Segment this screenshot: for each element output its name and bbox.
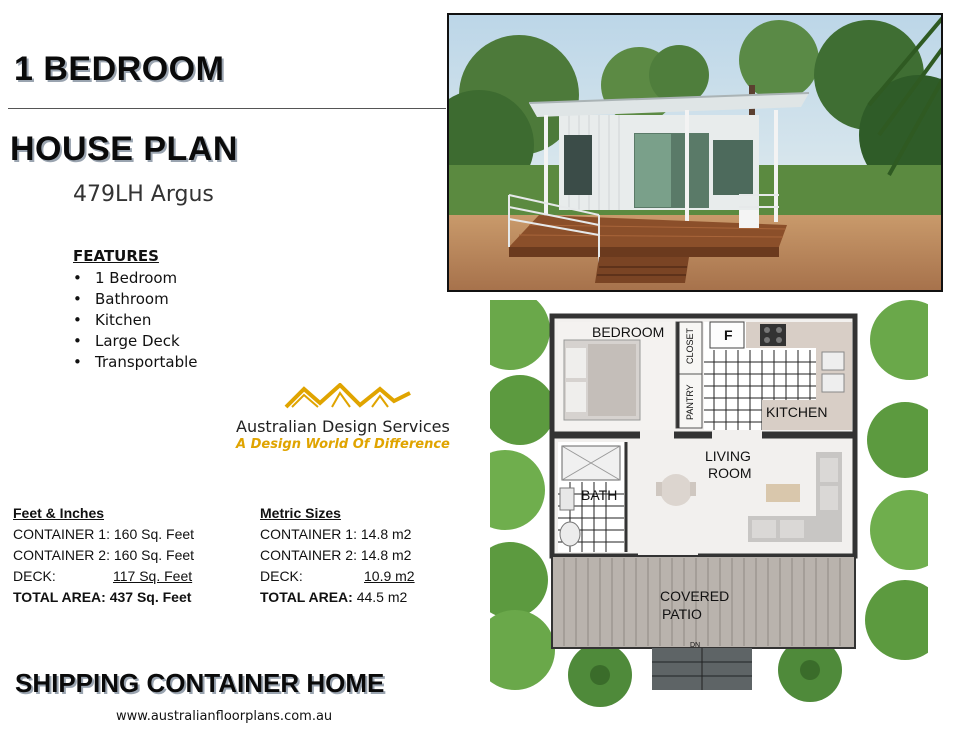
- plan-label-living-1: LIVING: [705, 448, 751, 464]
- title-line-1: 1 BEDROOM: [14, 50, 225, 88]
- size-label: CONTAINER 1:: [13, 526, 110, 542]
- size-label: TOTAL AREA:: [13, 589, 106, 605]
- size-row-total: [13, 587, 194, 608]
- size-row: [260, 566, 415, 587]
- size-row-total: [260, 587, 415, 608]
- size-row: [13, 545, 194, 566]
- plan-label-kitchen: KITCHEN: [766, 404, 828, 420]
- feature-item: • Bathroom: [73, 289, 198, 310]
- size-label: CONTAINER 1:: [260, 526, 357, 542]
- roofline-logo-icon: [284, 383, 412, 409]
- company-logo: [236, 383, 450, 452]
- size-value: 160 Sq. Feet: [113, 547, 195, 563]
- size-row: [260, 524, 415, 545]
- size-row: [13, 524, 194, 545]
- feature-item: • Kitchen: [73, 310, 198, 331]
- size-value: 14.8 m2: [360, 526, 412, 542]
- plan-label-dn: DN: [690, 642, 701, 649]
- size-label: CONTAINER 2:: [13, 547, 110, 563]
- title-line-2: HOUSE PLAN: [10, 130, 238, 168]
- metric-heading: Metric Sizes: [260, 505, 341, 521]
- company-tagline: A Design World Of Difference: [236, 437, 450, 452]
- features-list: [73, 268, 198, 373]
- size-value: 117 Sq. Feet: [113, 568, 193, 584]
- plan-label-patio-2: PATIO: [662, 606, 702, 622]
- size-value: 14.8 m2: [360, 547, 412, 563]
- floor-plan-drawing: [490, 300, 928, 710]
- features-heading: FEATURES: [73, 247, 159, 265]
- floor-plan: [490, 300, 928, 710]
- size-value: 10.9 m2: [364, 568, 415, 584]
- plan-label-bath: BATH: [581, 487, 618, 503]
- plan-label-closet: CLOSET: [685, 327, 695, 364]
- plan-code: 479LH Argus: [73, 182, 214, 207]
- plan-label-living-2: ROOM: [708, 465, 752, 481]
- size-row: [260, 545, 415, 566]
- title-divider: [8, 108, 446, 109]
- plan-label-bedroom: BEDROOM: [592, 324, 665, 340]
- imperial-sizes: [13, 503, 194, 608]
- size-value: 437 Sq. Feet: [109, 589, 192, 605]
- size-label: CONTAINER 2:: [260, 547, 357, 563]
- feature-item: • 1 Bedroom: [73, 268, 198, 289]
- features-section: [73, 247, 198, 373]
- website-link[interactable]: www.australianfloorplans.com.au: [116, 709, 333, 724]
- footer-title: SHIPPING CONTAINER HOME: [15, 668, 385, 698]
- feature-item: • Transportable: [73, 352, 198, 373]
- size-row: [13, 566, 194, 587]
- metric-sizes: [260, 503, 415, 608]
- feature-item: • Large Deck: [73, 331, 198, 352]
- size-value: 44.5 m2: [356, 589, 408, 605]
- size-value: 160 Sq. Feet: [113, 526, 195, 542]
- company-name: Australian Design Services: [236, 417, 450, 436]
- plan-label-fridge: F: [724, 327, 733, 343]
- house-photo: [447, 13, 943, 292]
- size-label: DECK:: [13, 568, 56, 584]
- plan-label-pantry: PANTRY: [685, 384, 695, 420]
- size-label: DECK:: [260, 568, 303, 584]
- house-photo-illustration: [449, 15, 943, 292]
- imperial-heading: Feet & Inches: [13, 505, 105, 521]
- plan-label-patio-1: COVERED: [660, 588, 730, 604]
- size-label: TOTAL AREA:: [260, 589, 353, 605]
